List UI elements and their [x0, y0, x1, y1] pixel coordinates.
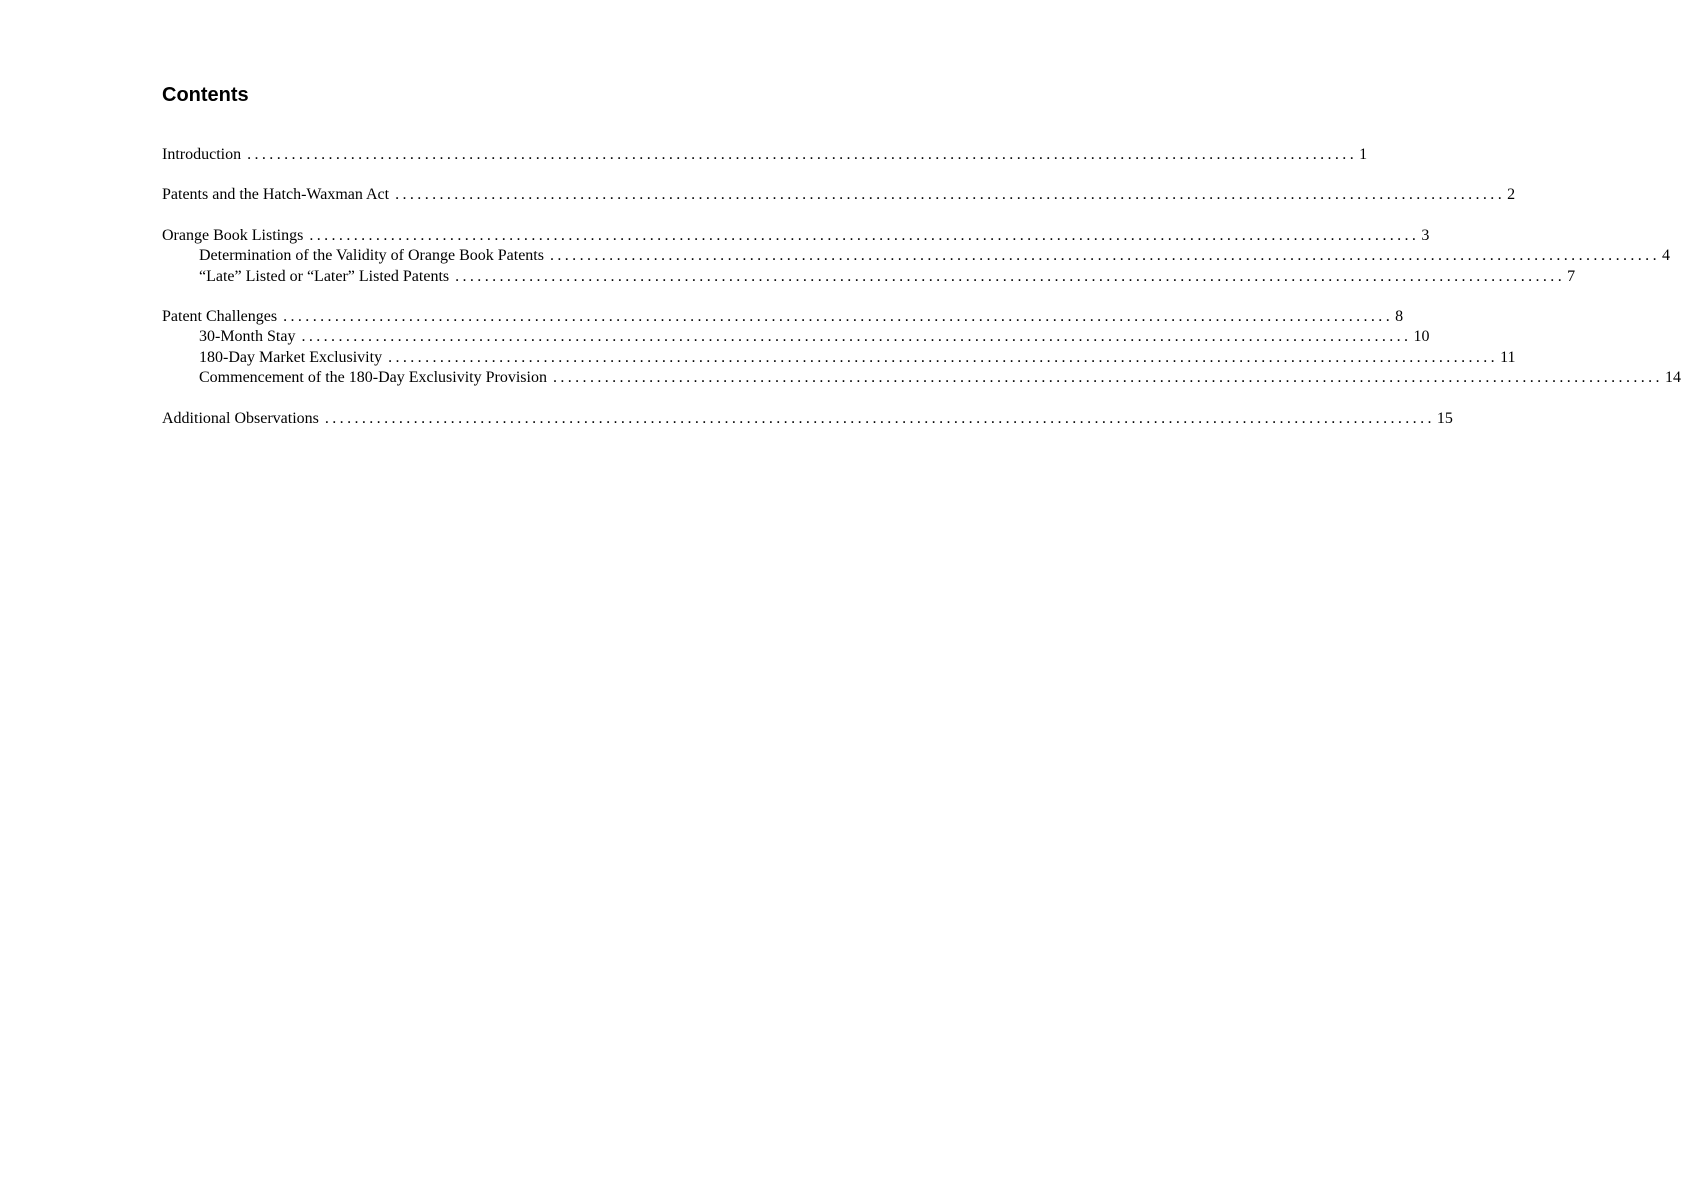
toc-leader-dots: ......................................................................................................................................................: [301, 328, 1412, 346]
toc-section-additional-observations: [162, 409, 1453, 430]
toc-subentry[interactable]: [162, 369, 1681, 389]
toc-entry-page: 1: [1359, 146, 1368, 163]
toc-entry-page: 8: [1395, 307, 1404, 325]
toc-entry-page: 2: [1507, 186, 1516, 204]
toc-subentry-page: 11: [1500, 348, 1516, 366]
toc-subentry-page: 14: [1664, 369, 1681, 387]
toc-entry[interactable]: [162, 226, 1430, 247]
toc-entry-label: Introduction: [162, 146, 242, 163]
toc-section-introduction: [162, 146, 1368, 166]
toc-subentry-page: 4: [1661, 247, 1670, 265]
toc-entry-label: Patents and the Hatch-Waxman Act: [162, 186, 390, 204]
toc-leader-dots: ......................................................................................................................................................: [247, 146, 1358, 163]
toc-subentry-label: 180-Day Market Exclusivity: [199, 348, 383, 366]
toc-subentry[interactable]: [162, 247, 1670, 267]
toc-section-patent-challenges: [162, 307, 1681, 390]
toc-subentry-label: “Late” Listed or “Later” Listed Patents: [199, 267, 450, 285]
toc-section-orange-book-listings: [162, 226, 1670, 288]
toc-subentry-page: 7: [1567, 267, 1576, 285]
toc-leader-dots: ......................................................................................................................................................: [395, 186, 1506, 204]
toc-entry-page: 15: [1436, 409, 1453, 427]
toc-subentry[interactable]: [162, 267, 1576, 288]
toc-leader-dots: ......................................................................................................................................................: [388, 348, 1499, 366]
toc-subentry[interactable]: [162, 348, 1516, 369]
toc-subentry[interactable]: [162, 328, 1430, 348]
toc-title: Contents: [162, 84, 249, 106]
toc-entry-label: Patent Challenges: [162, 307, 278, 325]
toc-subentry-page: 10: [1413, 328, 1430, 346]
table-of-contents: [162, 146, 1681, 450]
toc-entry-label: Orange Book Listings: [162, 226, 304, 244]
toc-section-patents-hatch-waxman: [162, 186, 1516, 206]
toc-entry[interactable]: [162, 146, 1368, 166]
toc-leader-dots: ......................................................................................................................................................: [309, 226, 1420, 244]
toc-leader-dots: ......................................................................................................................................................: [552, 369, 1663, 387]
toc-entry[interactable]: [162, 307, 1404, 328]
toc-subentry-label: Commencement of the 180-Day Exclusivity Provision: [199, 369, 547, 387]
toc-subentry-label: Determination of the Validity of Orange Book Patents: [199, 247, 544, 265]
toc-entry-label: Additional Observations: [162, 409, 319, 427]
toc-leader-dots: ......................................................................................................................................................: [324, 409, 1435, 427]
toc-entry[interactable]: [162, 409, 1453, 430]
toc-entry[interactable]: [162, 186, 1516, 206]
toc-leader-dots: ......................................................................................................................................................: [549, 247, 1660, 265]
toc-leader-dots: ......................................................................................................................................................: [455, 267, 1566, 285]
toc-entry-page: 3: [1421, 226, 1430, 244]
toc-leader-dots: ......................................................................................................................................................: [283, 307, 1394, 325]
toc-subentry-label: 30-Month Stay: [199, 328, 296, 346]
